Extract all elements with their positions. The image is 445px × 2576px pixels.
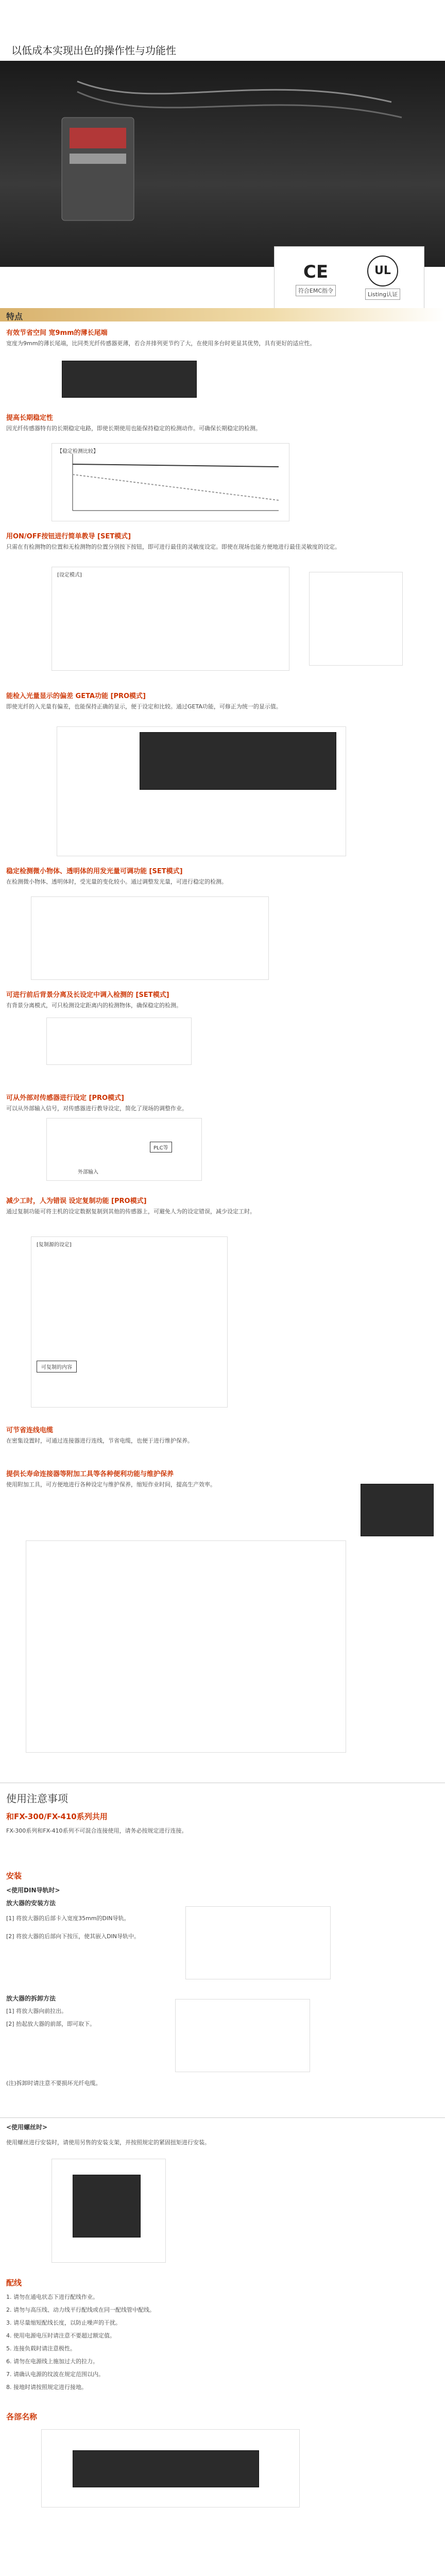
mount-subtitle: 放大器的安装方法 <box>6 1900 56 1907</box>
notes-intro: FX-300系列和FX-410系列不可混合连接使用，请务必按规定进行连接。 <box>6 1827 187 1834</box>
wiring-item: 5. 连接负载时请注意极性。 <box>6 2345 76 2352</box>
amplifier-front-view <box>73 2450 259 2487</box>
notes-subtitle: 和FX-300/FX-410系列共用 <box>6 1812 108 1821</box>
feature-section <box>6 327 439 350</box>
wiring-item: 3. 请尽量缩短配线长度，以防止噪声的干扰。 <box>6 2319 121 2326</box>
mount-step: [2] 将放大器的后部向下按压，使其嵌入DIN导轨中。 <box>6 1933 140 1940</box>
feature-section <box>6 989 439 1012</box>
stability-graph-caption: 【稳定检测比较】 <box>57 449 98 454</box>
mount-step: [1] 将放大器的后部卡入宽度35mm的DIN导轨。 <box>6 1915 130 1922</box>
remove-subtitle: 放大器的拆卸方法 <box>6 1995 56 2002</box>
bracket-title: <使用螺丝时> <box>6 2124 48 2131</box>
feature-section <box>6 1092 439 1115</box>
remove-note: (注)拆卸时请注意不要损坏光纤电缆。 <box>6 2080 101 2087</box>
accessory-image <box>361 1484 434 1536</box>
feature-section <box>6 412 439 435</box>
feature-title: 稳定检测微小物体、透明体的用发光量可调功能 [SET模式] <box>6 868 183 875</box>
ul-certification <box>354 256 411 300</box>
feature-body: 有背景分离模式，可只检测设定距离内的检测物体，确保稳定的检测。 <box>6 1002 182 1009</box>
din-mount-image <box>185 1906 331 1979</box>
parts-diagram <box>41 2429 300 2507</box>
feature-body: 可以从外部输入信号，对传感器进行教导设定，简化了现场的调整作业。 <box>6 1105 187 1112</box>
feature-body: 只需在有检测物的位置和无检测物的位置分别按下按钮，即可进行最佳的灵敏度设定。即使在现场也能方便地进行最佳灵敏度的设定。 <box>6 544 340 550</box>
wiring-item: 4. 使用电源电压时请注意不要超过额定值。 <box>6 2332 115 2339</box>
sensor-product-illustration <box>0 61 445 267</box>
stability-graph <box>52 443 289 521</box>
ul-label: Listing认证 <box>365 289 400 300</box>
feature-section <box>6 1195 439 1218</box>
wiring-item: 6. 请勿在电源线上施加过大的拉力。 <box>6 2358 98 2365</box>
bracket-body: 使用螺丝进行安装时，请使用另售的安装支架，并按照规定的紧固扭矩进行安装。 <box>6 2139 210 2146</box>
teaching-diagram <box>52 567 289 671</box>
feature-title: 可节省连线电缆 <box>6 1427 54 1434</box>
remove-step: [1] 将放大器向前拉出。 <box>6 2008 67 2014</box>
feature-body: 即使光纤的入光量有偏差，也能保持正确的显示，便于设定和比较。通过GETA功能，可修正为统一的显示值。 <box>6 703 282 710</box>
feature-title: 用ON/OFF按钮进行简单教导 [SET模式] <box>6 533 131 540</box>
copy-function-diagram <box>31 1236 228 1408</box>
features-title: 特点 <box>6 312 23 321</box>
wiring-item: 7. 请确认电源的纹波在规定范围以内。 <box>6 2371 104 2378</box>
feature-title: 减少工时，人为错误 设定复制功能 [PRO模式] <box>6 1197 147 1205</box>
feature-section <box>6 531 439 553</box>
background-suppression-diagram <box>46 1018 192 1065</box>
bracket-image <box>52 2159 166 2263</box>
feature-section <box>6 1425 439 1447</box>
feature-body: 使用附加工具，可方便地进行各种设定与维护保养，缩短作业时间，提高生产效率。 <box>6 1481 216 1488</box>
plc-label: PLC等 <box>150 1142 172 1153</box>
feature-section <box>6 866 439 888</box>
wiring-title: 配线 <box>6 2278 22 2287</box>
hero-title: 以低成本实现出色的操作性与功能性 <box>11 44 176 57</box>
feature-title: 能检入光量显示的偏差 GETA功能 [PRO模式] <box>6 692 146 700</box>
feature-title: 可进行前后背景分离及长设定中调入检测的 [SET模式] <box>6 991 169 999</box>
din-mount-title: <使用DIN导轨时> <box>6 1887 60 1894</box>
hero-image <box>0 61 445 298</box>
teaching-side-diagram <box>309 572 403 666</box>
external-input-label: 外部输入 <box>78 1170 98 1175</box>
feature-title: 可从外部对传感器进行设定 [PRO模式] <box>6 1094 124 1102</box>
wiring-item: 8. 接地时请按照规定进行接地。 <box>6 2384 87 2391</box>
feature-body: 在密集设置时，可通过连接器进行连线，节省电缆，也便于进行维护保养。 <box>6 1437 193 1444</box>
feature-title: 提高长期稳定性 <box>6 414 54 422</box>
geta-function-diagram <box>57 726 346 856</box>
install-title: 安装 <box>6 1871 22 1880</box>
ul-mark-icon: UL <box>367 256 398 286</box>
copy-unit-caption: [复制源的设定] <box>37 1242 72 1248</box>
light-adjust-diagram <box>31 896 269 980</box>
feature-title: 提供长寿命连接器等附加工具等各种便利功能与维护保养 <box>6 1470 174 1478</box>
ce-label: 符合EMC指令 <box>296 285 336 296</box>
remove-step: [2] 抬起放大器的前部，即可取下。 <box>6 2021 96 2027</box>
parts-title: 各部名称 <box>6 2412 38 2421</box>
wiring-item: 1. 请勿在通电状态下进行配线作业。 <box>6 2294 98 2300</box>
feature-title: 有效节省空间 宽9mm的薄长尾端 <box>6 329 108 337</box>
accessory-comparison-diagram <box>26 1540 346 1753</box>
set-mode-caption: [设定模式] <box>57 572 82 578</box>
divider <box>0 2117 445 2118</box>
ce-mark-icon: CE <box>303 262 329 282</box>
amplifier-photo <box>73 2175 141 2238</box>
ce-certification <box>287 259 344 296</box>
din-remove-image <box>175 1999 310 2072</box>
feature-body: 通过复制功能可将主机的设定数据复制到其他的传感器上，可避免人为的设定错误，减少设定工时。 <box>6 1208 255 1215</box>
copy-store-caption: 可复制的内容 <box>37 1361 77 1372</box>
notes-title: 使用注意事项 <box>6 1792 68 1805</box>
features-band <box>0 308 445 321</box>
feature-body: 在检测微小物体、透明体时，受光量的变化较小。通过调整发光量，可进行稳定的检测。 <box>6 878 227 885</box>
slim-amplifier-image <box>62 361 197 398</box>
amplifier-array-image <box>140 732 336 790</box>
feature-body: 因光纤传感器特有的长期稳定电路，即使长期使用也能保持稳定的检测动作。可确保长期稳定的检测。 <box>6 425 261 432</box>
wiring-item: 2. 请勿与高压线、动力线平行配线或在同一配线管中配线。 <box>6 2307 155 2313</box>
feature-section <box>6 690 439 713</box>
external-input-diagram <box>46 1118 202 1181</box>
feature-body: 宽度为9mm的薄长尾端，比同类光纤传感器更薄，若合并排列更节约了大，在使用多台时更显其优势，具有更好的适应性。 <box>6 340 316 347</box>
stability-line-chart <box>52 444 289 521</box>
certification-box <box>274 246 424 309</box>
